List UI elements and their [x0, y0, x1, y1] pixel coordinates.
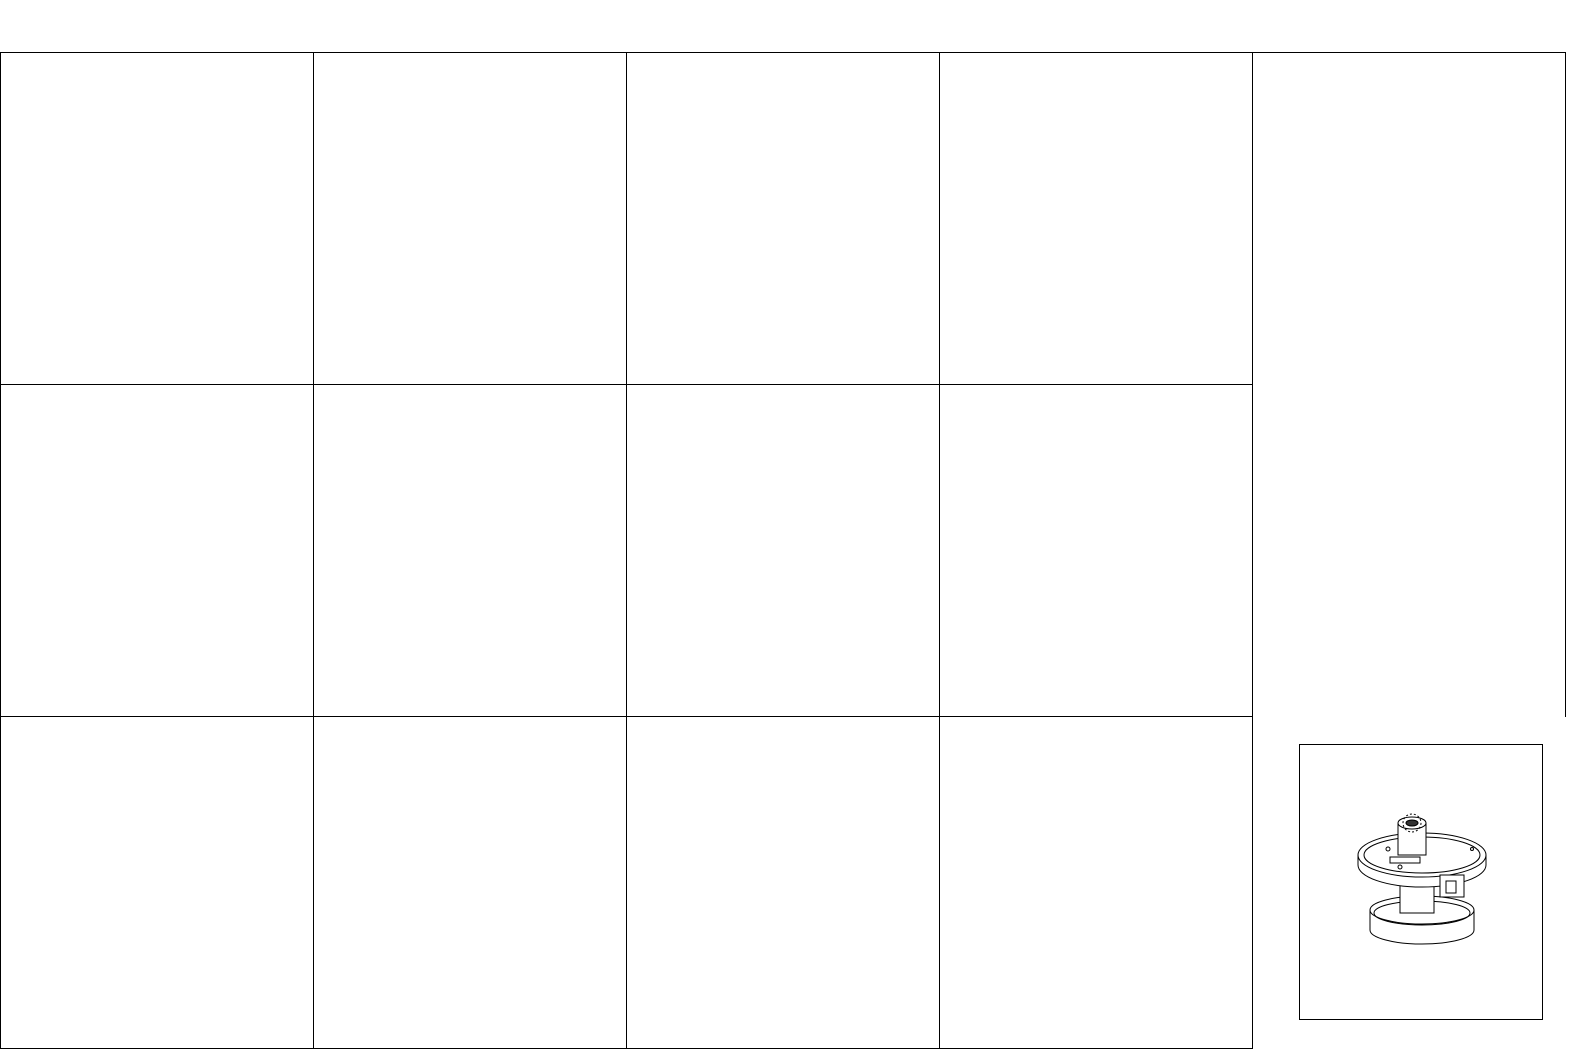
nozzle-cell[interactable] [940, 717, 1253, 1049]
nozzle-3d-render-icon [1299, 744, 1543, 1020]
nozzle-cell[interactable] [940, 53, 1253, 385]
nozzle-cell[interactable] [1, 717, 314, 1049]
nozzle-cell[interactable] [1, 385, 314, 717]
nozzle-cell[interactable] [314, 53, 627, 385]
empty-panel [1253, 53, 1566, 717]
nozzle-cell[interactable] [1, 53, 314, 385]
nozzle-cell[interactable] [627, 717, 940, 1049]
panel-divider [1253, 717, 1566, 718]
nozzle-cell[interactable] [314, 385, 627, 717]
nozzle-cell[interactable] [627, 53, 940, 385]
nozzle-cell[interactable] [627, 385, 940, 717]
nozzle-cell[interactable] [314, 717, 627, 1049]
nozzle-3d-render-icon [1300, 745, 1542, 1019]
nozzle-cell[interactable] [940, 385, 1253, 717]
